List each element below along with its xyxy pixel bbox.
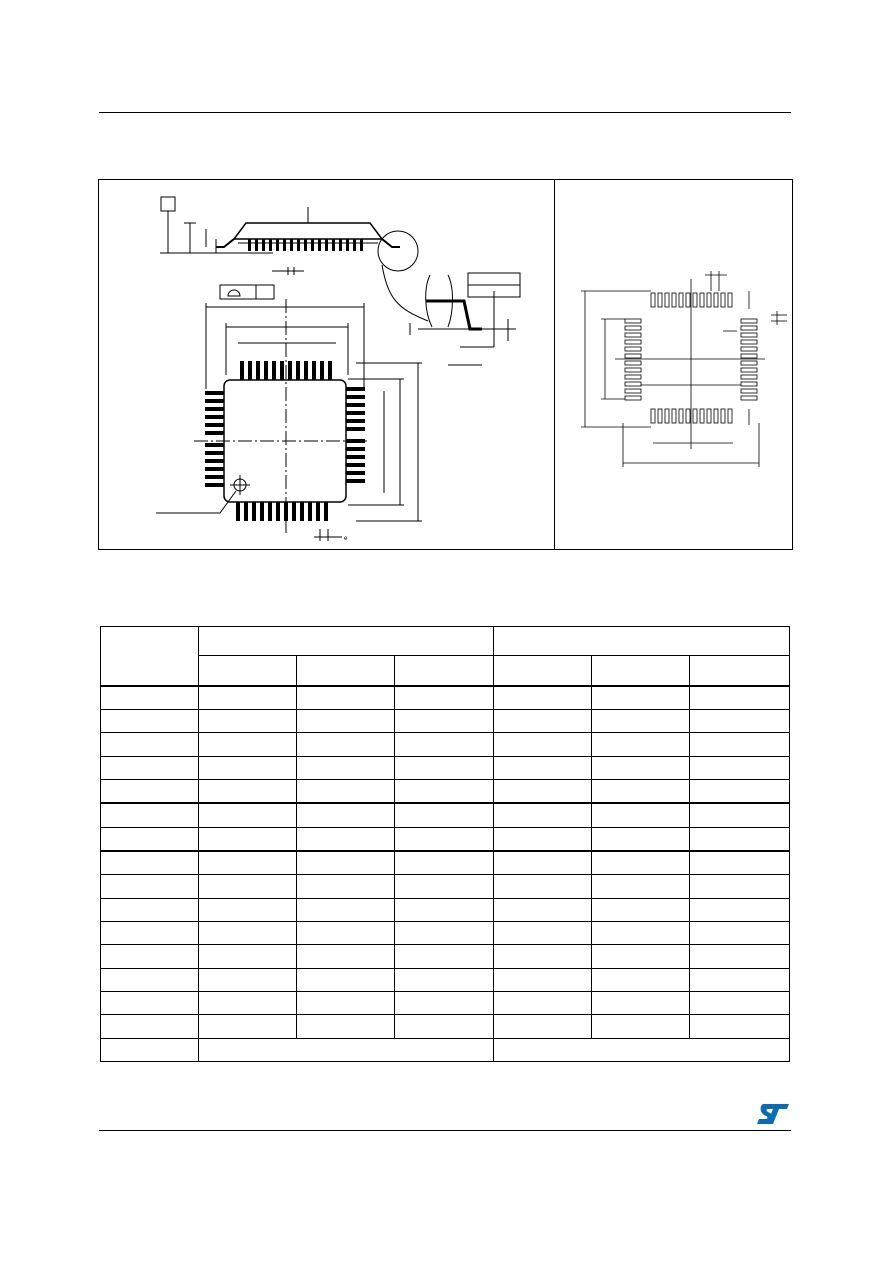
min-header — [493, 656, 591, 686]
st-logo — [756, 1102, 790, 1126]
table-row — [101, 710, 790, 733]
mm-group-header — [199, 627, 493, 656]
table-header-row — [101, 627, 790, 656]
footer-rule — [99, 1130, 791, 1131]
table-row — [101, 968, 790, 991]
table-row — [101, 851, 790, 875]
header-rule — [99, 112, 791, 113]
max-header — [395, 656, 493, 686]
dimensions-table — [100, 626, 790, 1062]
table-row — [101, 780, 790, 804]
dim-header-cell — [101, 627, 199, 686]
table-row — [101, 733, 790, 756]
table-row — [101, 898, 790, 921]
table-row — [101, 686, 790, 710]
table-subheader-row — [101, 656, 790, 686]
table-row — [101, 803, 790, 827]
min-header — [199, 656, 297, 686]
inches-group-header — [493, 627, 789, 656]
table-row — [101, 756, 790, 779]
pitch-label: e — [344, 536, 348, 542]
table-row — [101, 827, 790, 851]
table-row — [101, 875, 790, 898]
table-row — [101, 922, 790, 945]
table-row — [101, 945, 790, 968]
side-view-drawing — [98, 179, 554, 550]
table-row — [101, 1015, 790, 1038]
typ-header — [591, 656, 689, 686]
max-header — [689, 656, 789, 686]
table-row — [101, 991, 790, 1014]
table-row — [101, 1038, 790, 1061]
footprint-drawing — [555, 179, 792, 550]
typ-header — [297, 656, 395, 686]
